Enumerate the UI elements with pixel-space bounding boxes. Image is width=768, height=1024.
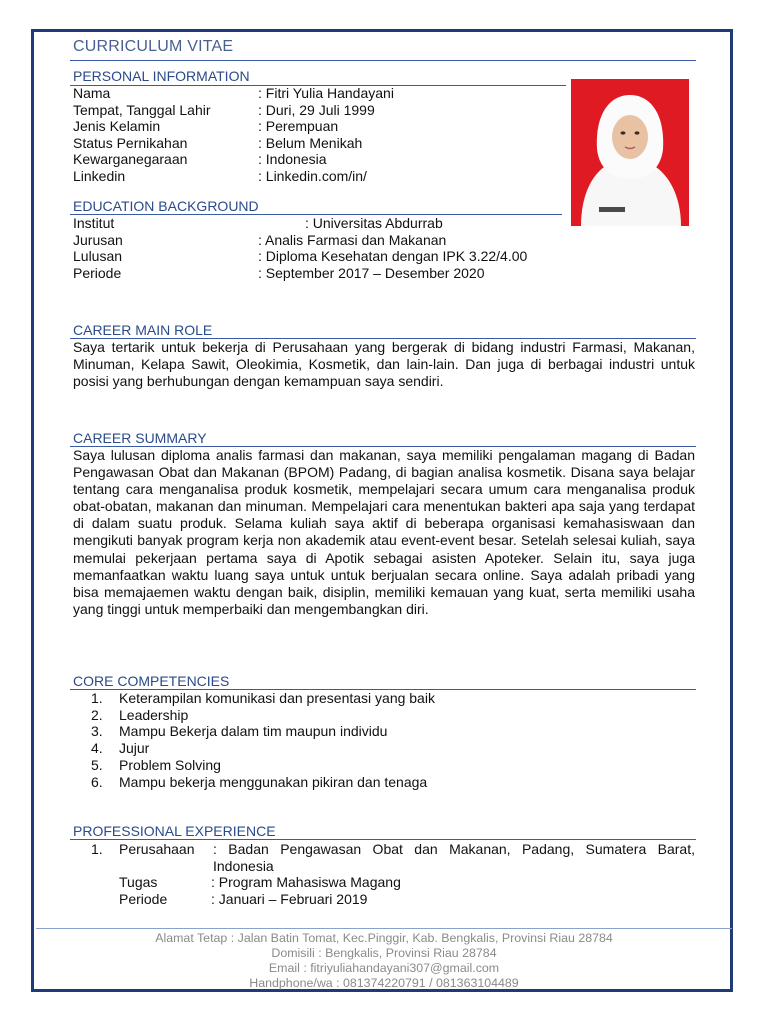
- experience-heading: PROFESSIONAL EXPERIENCE: [73, 823, 276, 839]
- competencies-heading: CORE COMPETENCIES: [73, 673, 230, 689]
- cv-title: CURRICULUM VITAE: [73, 38, 234, 55]
- experience-list: [73, 841, 695, 908]
- footer-domicile: Domisili : Bengkalis, Provinsi Riau 28784: [271, 946, 497, 960]
- edu-row-periode: Periode : September 2017 – Desember 2020: [73, 264, 485, 281]
- competencies-list: [73, 690, 695, 790]
- experience-item: 1. Perusahaan : Badan Pengawasan Obat dan Makanan, Padang, Sumatera Barat, Indonesia Tugas : Program Mahasiswa Magang Periode : Januari – Februari 2019: [91, 841, 695, 908]
- career-summary-text: Saya lulusan diploma analis farmasi dan makanan, saya memiliki pengalaman magang di Badan Pengawasan Obat dan Makanan (BPOM) Padang, di bagian analisa kosmetik. Disana saya belajar tentang cara menganalisa produk kosmetik, mempelajari secara umum cara menganalisa produk obat-obatan, makanan dan minuman. Mempelajari cara menentukan bakteri apa saja yang terdapat di dalam suatu produk. Selama kuliah saya aktif di beberapa organisasi kemahasiswaan dan mengikuti banyak program kerja non akademik atau event-event besar. Setelah selesai kuliah, saya memulai pekerjaan pertama saya di Apotik sebagai asisten Apoteker. Selain itu, saya juga memanfaatkan waktu luang saya untuk untuk berjualan secara online. Saya adalah pribadi yang bisa memajaemen waktu dengan baik, disiplin, memiliki kemauan yang kuat, serta memiliki usaha yang tinggi untuk memperbaiki dan mengembangkan diri.: [73, 447, 695, 617]
- education-heading: EDUCATION BACKGROUND: [73, 198, 259, 214]
- info-row-ttl: Tempat, Tanggal Lahir : Duri, 29 Juli 1999: [73, 101, 375, 118]
- info-row-linkedin: Linkedin : Linkedin.com/in/: [73, 167, 367, 184]
- footer-divider: [36, 928, 732, 929]
- personal-heading: PERSONAL INFORMATION: [73, 68, 250, 84]
- edu-row-institut: Institut : Universitas Abdurrab: [73, 215, 443, 231]
- experience-details: [119, 841, 695, 908]
- experience-company-row: Perusahaan : Badan Pengawasan Obat dan Makanan, Padang, Sumatera Barat, Indonesia: [119, 841, 695, 874]
- career-role-heading: CAREER MAIN ROLE: [73, 322, 213, 338]
- info-row-gender: Jenis Kelamin : Perempuan: [73, 118, 339, 135]
- footer-address: Alamat Tetap : Jalan Batin Tomat, Kec.Pinggir, Kab. Bengkalis, Provinsi Riau 28784: [155, 931, 613, 945]
- experience-period-row: Periode : Januari – Februari 2019: [119, 891, 368, 908]
- personal-info-list: [73, 85, 568, 185]
- title-divider: [70, 60, 696, 61]
- experience-task-row: Tugas : Program Mahasiswa Magang: [119, 874, 401, 891]
- list-item: 2. Leadership: [91, 706, 189, 723]
- career-role-text: Saya tertarik untuk bekerja di Perusahaan yang bergerak di bidang industri Farmasi, Makanan, Minuman, Kelapa Sawit, Oleokimia, Kosmetik, dan lain-lain. Dan juga di berbagai industri untuk posisi yang berhubungan dengan kemampuan saya sendiri.: [73, 339, 695, 390]
- info-row-nama: Nama : Fitri Yulia Handayani: [73, 85, 394, 101]
- profile-photo: [571, 79, 689, 226]
- footer-email: Email : fitriyuliahandayani307@gmail.com: [268, 961, 500, 975]
- person-silhouette-icon: [571, 79, 689, 226]
- education-list: [73, 215, 568, 281]
- list-item: 5. Problem Solving: [91, 756, 221, 773]
- edu-row-jurusan: Jurusan : Analis Farmasi dan Makanan: [73, 231, 447, 248]
- list-item: 1. Keterampilan komunikasi dan presentasi yang baik: [91, 690, 435, 706]
- info-row-status: Status Pernikahan : Belum Menikah: [73, 134, 363, 151]
- list-item: 4. Jujur: [91, 740, 150, 757]
- experience-divider: [70, 839, 696, 840]
- list-item: 3. Mampu Bekerja dalam tim maupun individu: [91, 723, 388, 740]
- footer-phone: Handphone/wa : 081374220791 / 081363104489: [249, 976, 519, 990]
- edu-row-lulusan: Lulusan : Diploma Kesehatan dengan IPK 3.22/4.00: [73, 248, 528, 265]
- info-row-citizenship: Kewarganegaraan : Indonesia: [73, 151, 327, 168]
- list-item: 6. Mampu bekerja menggunakan pikiran dan tenaga: [91, 773, 428, 790]
- career-summary-heading: CAREER SUMMARY: [73, 430, 207, 446]
